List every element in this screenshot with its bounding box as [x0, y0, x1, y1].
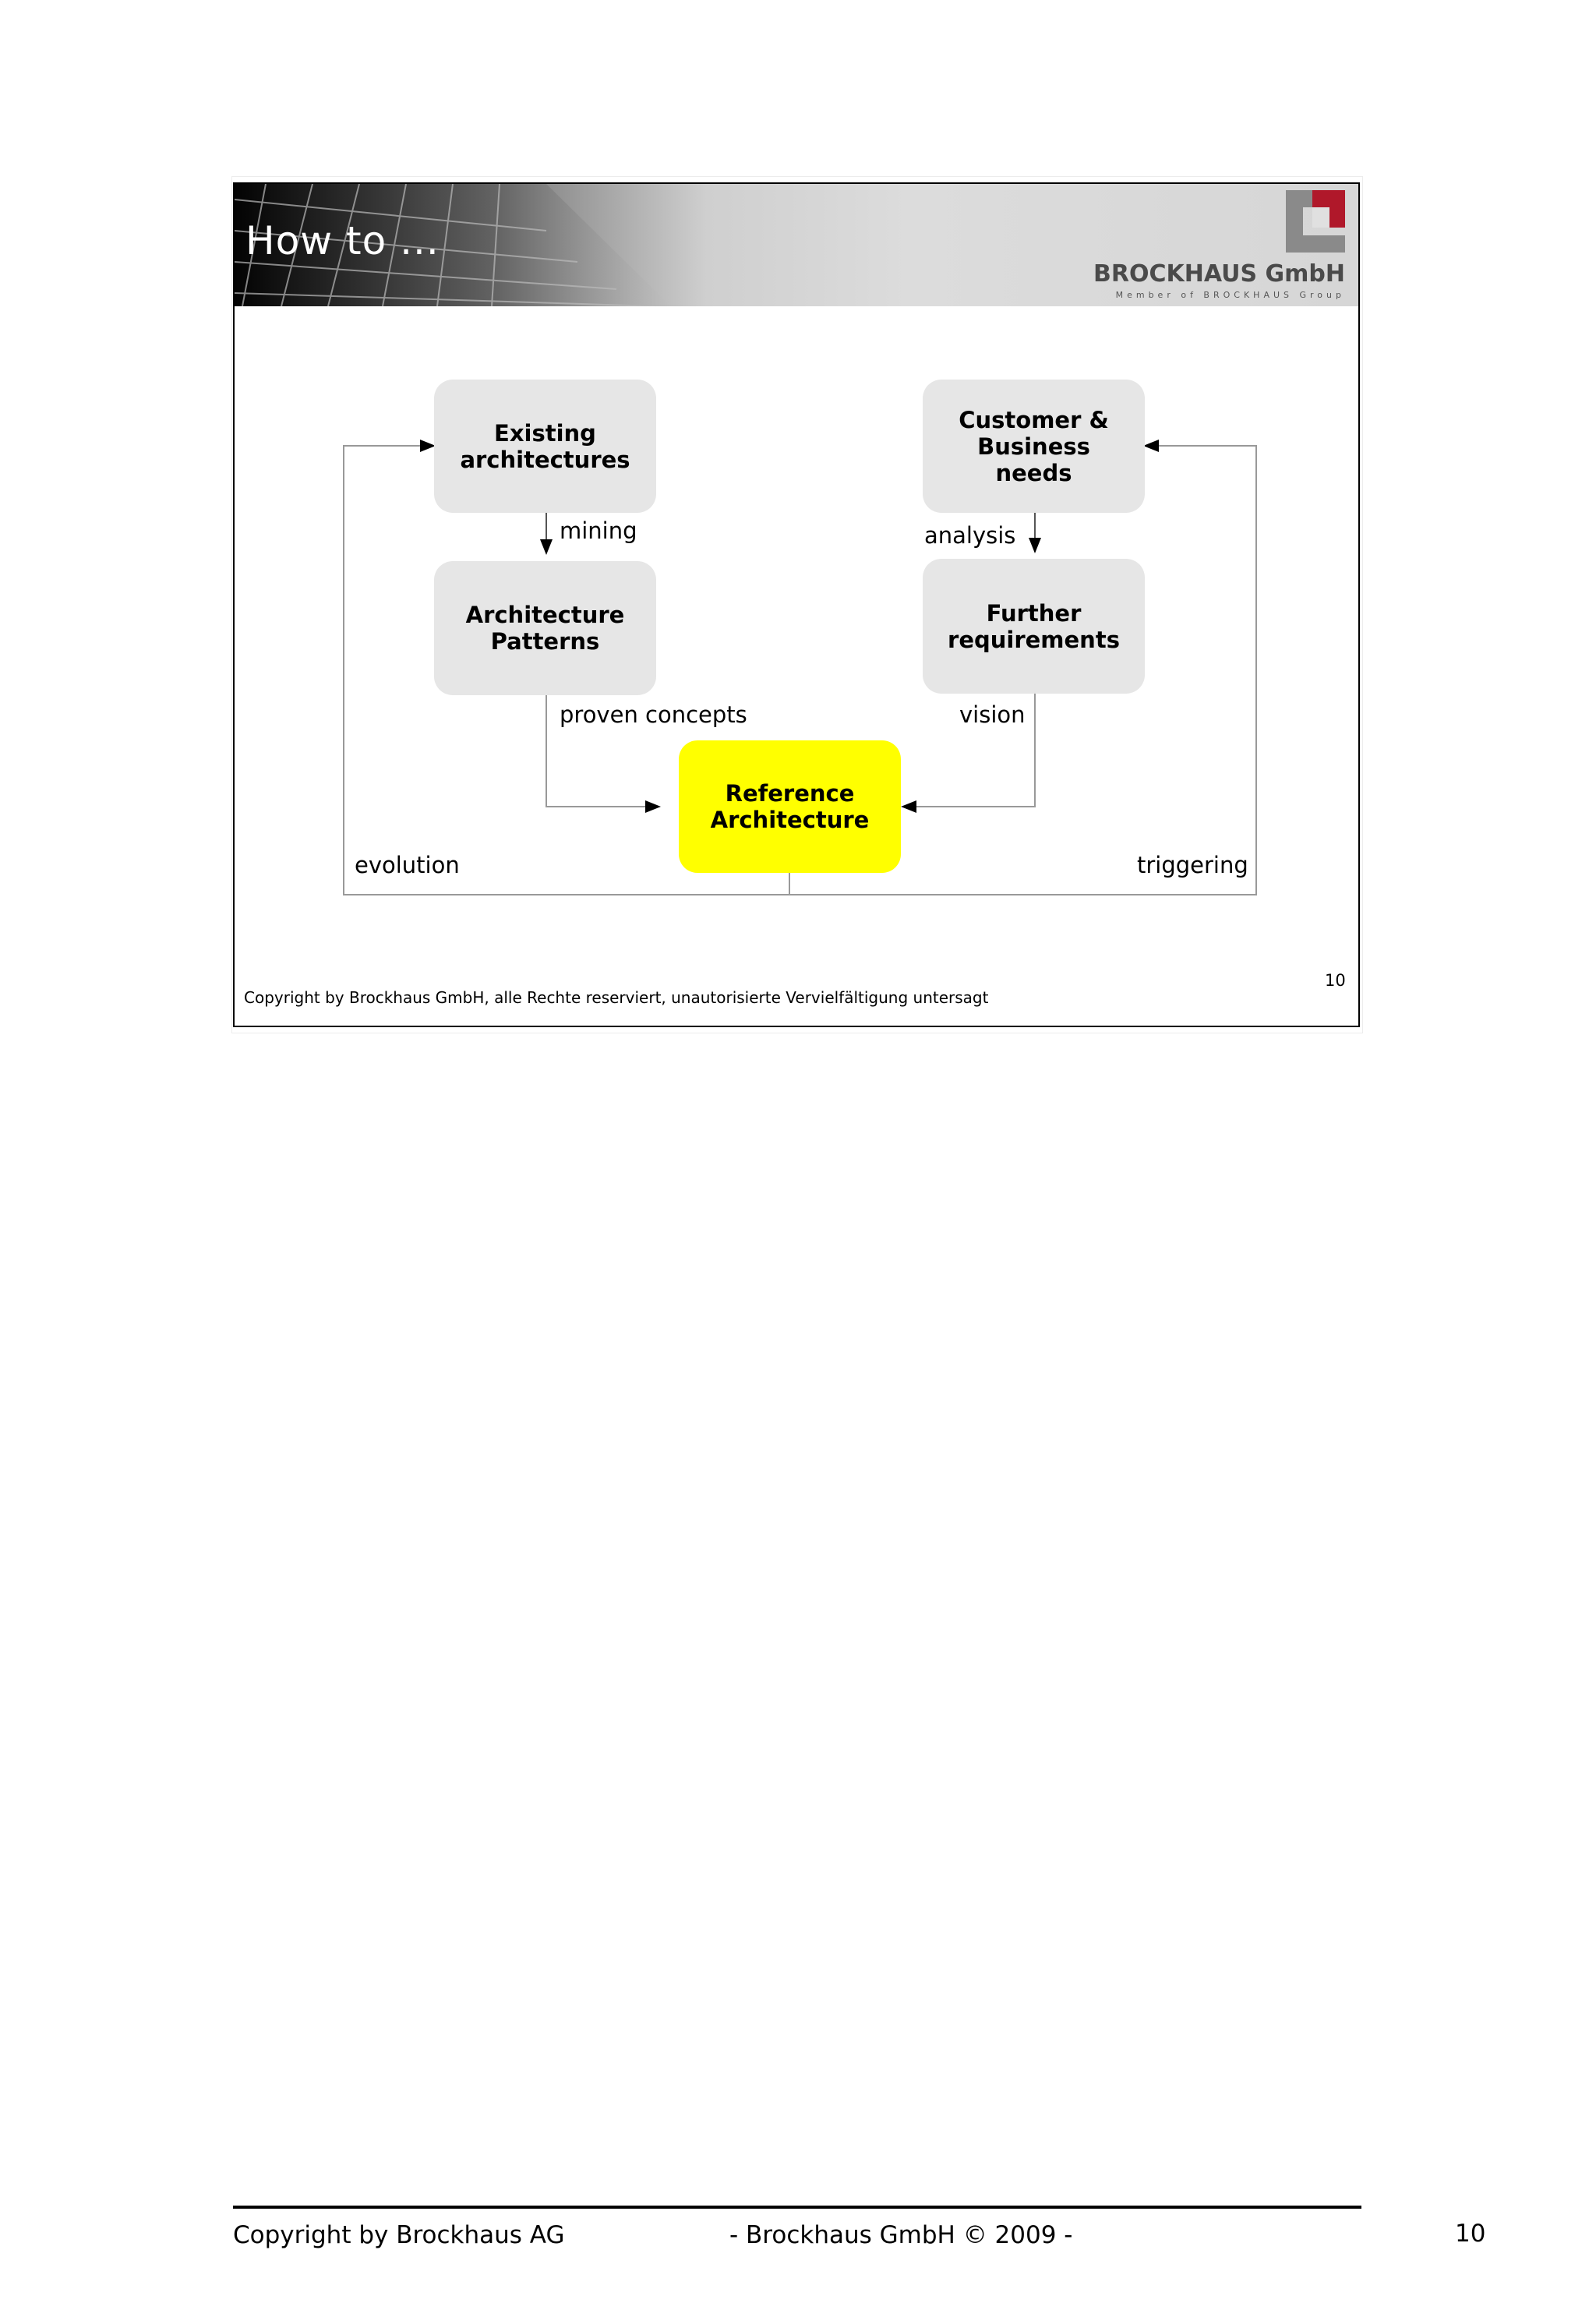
label-proven-concepts: proven concepts — [560, 701, 747, 728]
page-number: 10 — [1455, 2220, 1486, 2248]
node-further-requirements — [923, 559, 1145, 694]
slide — [233, 182, 1360, 1027]
logo-subtitle: Member of BROCKHAUS Group — [1115, 290, 1345, 300]
node-patterns-label: Architecture Patterns — [465, 602, 625, 655]
logo-name: BROCKHAUS GmbH — [1093, 260, 1345, 288]
node-reference-label: Reference Architecture — [710, 780, 870, 833]
label-triggering: triggering — [1137, 852, 1248, 878]
label-analysis: analysis — [924, 522, 1016, 549]
slide-title: How to ... — [245, 218, 440, 263]
label-evolution: evolution — [355, 852, 460, 878]
node-customer-business-needs — [923, 380, 1145, 513]
page-footer-center: - Brockhaus GmbH © 2009 - — [729, 2221, 1073, 2249]
node-customer-label: Customer & Business needs — [959, 406, 1109, 486]
node-further-label: Further requirements — [948, 599, 1120, 653]
node-existing-architectures — [434, 380, 656, 513]
label-vision: vision — [959, 701, 1026, 728]
page-footer-copyright: Copyright by Brockhaus AG — [233, 2221, 565, 2249]
slide-number: 10 — [1325, 971, 1346, 990]
reference-architecture-diagram — [235, 184, 1360, 1027]
slide-copyright: Copyright by Brockhaus GmbH, alle Rechte reserviert, unautorisierte Vervielfältigung untersagt — [244, 988, 989, 1007]
node-existing-label: Existing architectures — [460, 419, 630, 473]
node-architecture-patterns — [434, 561, 656, 695]
label-mining: mining — [560, 517, 637, 544]
page-footer-rule — [233, 2206, 1361, 2209]
node-reference-architecture — [679, 740, 901, 873]
